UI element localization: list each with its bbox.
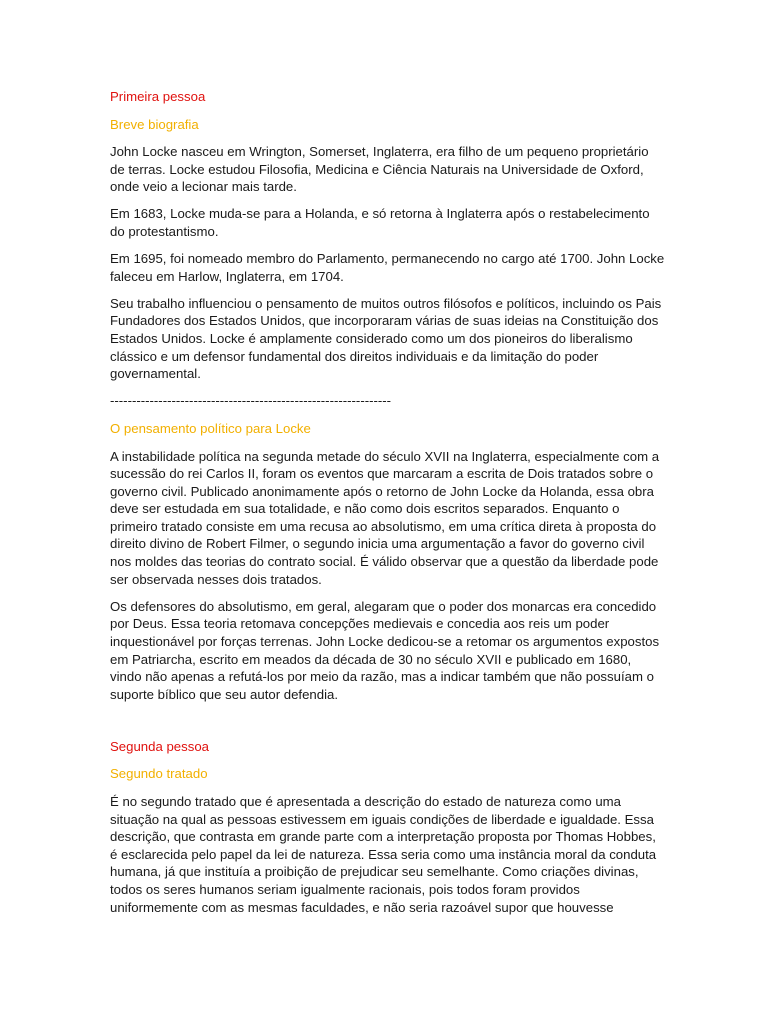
document-page bbox=[110, 88, 666, 926]
section-subtitle: O pensamento político para Locke bbox=[110, 420, 311, 436]
paragraph: Seu trabalho influenciou o pensamento de muitos outros filósofos e políticos, incluindo os Pais Fundadores dos Estados Unidos, que incorporaram várias de suas ideias na Constituição dos Estados Unidos. Locke é amplamente considerado como um dos pioneiros do liberalismo clássico e um defensor fundamental dos direitos individuais e da limitação do poder governamental. bbox=[110, 295, 662, 382]
section-person-heading: Primeira pessoa bbox=[110, 89, 206, 104]
section-subtitle: Breve biografia bbox=[110, 116, 199, 132]
paragraph: Em 1695, foi nomeado membro do Parlamento, permanecendo no cargo até 1700. John Locke faleceu em Harlow, Inglaterra, em 1704. bbox=[110, 251, 665, 284]
spacer bbox=[110, 713, 666, 738]
paragraph: A instabilidade política na segunda metade do século XVII na Inglaterra, especialmente com a sucessão do rei Carlos II, foram os eventos que marcaram a escrita de Dois tratados sobre o governo civil. Publicado anonimamente após o retorno de John Locke da Holanda, essa obra deve ser estudada em sua totalidade, e não como dois escritos separados. Enquanto o primeiro tratado consiste em uma recusa ao absolutismo, em uma crítica direta à proposta do direito divino de Robert Filmer, o segundo inicia uma argumentação a favor do governo civil nos moldes das teorias do contrato social. É válido observar que a questão da liberdade pode ser observada nesses dois tratados. bbox=[110, 448, 660, 587]
section-person-heading: Segunda pessoa bbox=[110, 738, 209, 754]
separator-line: ---------------------------------------------------------------- bbox=[110, 393, 392, 409]
paragraph: John Locke nasceu em Wrington, Somerset, Inglaterra, era filho de um pequeno proprietário de terras. Locke estudou Filosofia, Medicina e Ciência Naturais na Universidade de Oxford, onde veio a lecionar mais tarde. bbox=[110, 144, 649, 195]
paragraph: Os defensores do absolutismo, em geral, alegaram que o poder dos monarcas era concedido por Deus. Essa teoria retomava concepções medievais e concedia aos reis um poder inquestionável por forças terrenas. John Locke dedicou-se a retomar os argumentos expostos em Patriarcha, escrito em meados da década de 30 no século XVII e publicado em 1680, vindo não apenas a refutá-los por meio da razão, mas a indicar também que não possuíam o suporte bíblico que seu autor defendia. bbox=[110, 598, 660, 702]
paragraph: Em 1683, Locke muda-se para a Holanda, e só retorna à Inglaterra após o restabelecimento do protestantismo. bbox=[110, 206, 650, 240]
section-subtitle: Segundo tratado bbox=[110, 766, 208, 782]
paragraph: É no segundo tratado que é apresentada a descrição do estado de natureza como uma situação na qual as pessoas estivessem em iguais condições de liberdade e igualdade. Essa descrição, que contrasta em grande parte com a interpretação proposta por Thomas Hobbes, é esclarecida pelo papel da lei de natureza. Essa seria como uma instância moral da conduta humana, já que instituía a proibição de prejudicar seu semelhante. Como criações divinas, todos os seres humanos seriam igualmente racionais, pois todos foram providos uniformemente com as mesmas faculdades, e não seria razoável supor que houvesse bbox=[110, 794, 657, 915]
